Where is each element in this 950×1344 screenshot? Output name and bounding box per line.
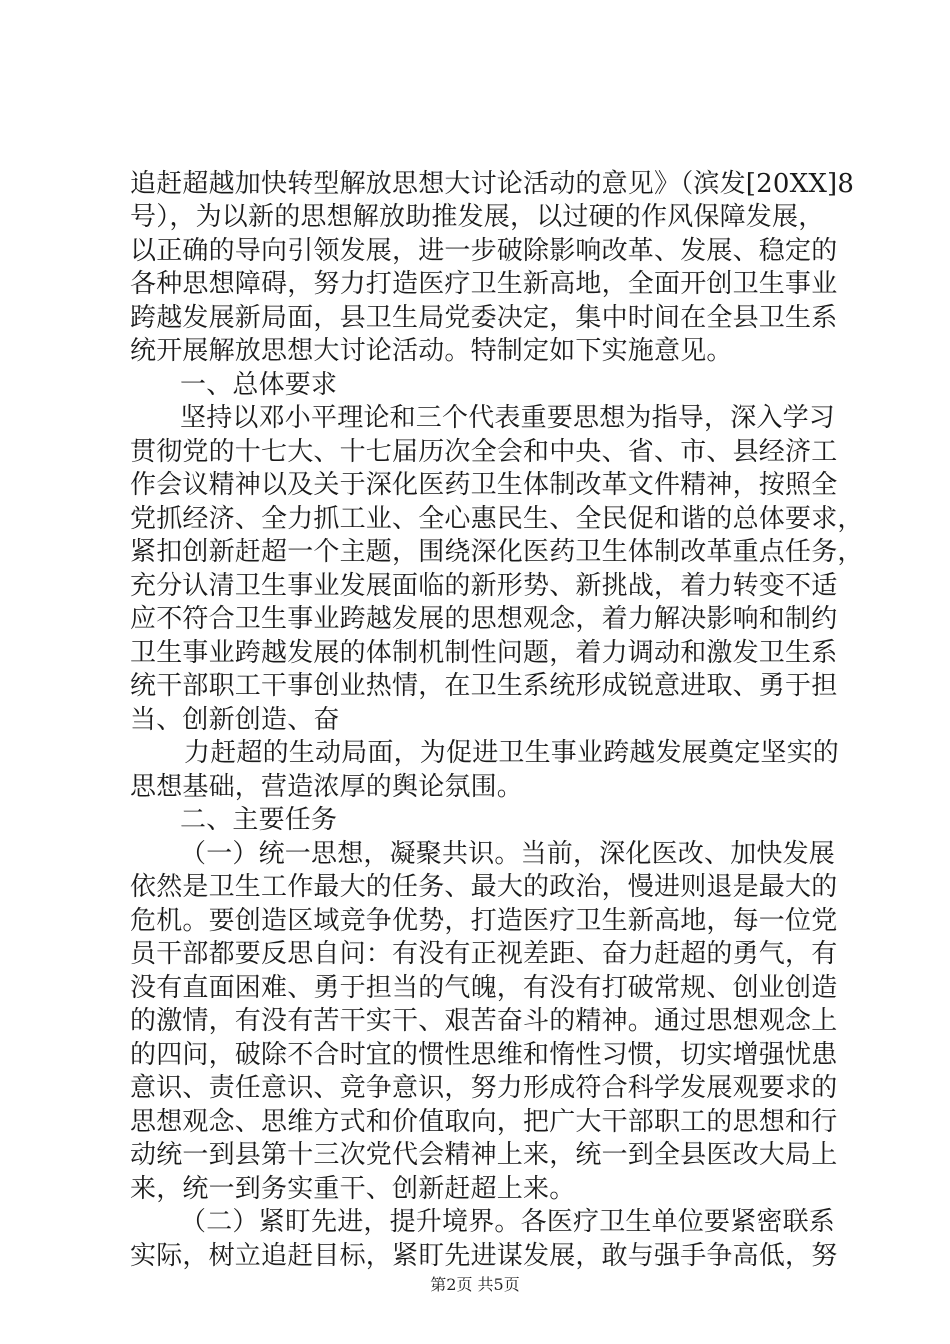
text-line: 统开展解放思想大讨论活动。特制定如下实施意见。 bbox=[130, 336, 733, 366]
text-line: 动统一到县第十三次党代会精神上来，统一到全县医改大局上 bbox=[130, 1140, 838, 1170]
text-line: 没有直面困难、勇于担当的气魄，有没有打破常规、创业创造 bbox=[130, 973, 838, 1003]
text-line: 跨越发展新局面，县卫生局党委决定，集中时间在全县卫生系 bbox=[130, 303, 838, 333]
section-heading: 一、总体要求 bbox=[180, 370, 338, 400]
text-line: 追赶超越加快转型解放思想大讨论活动的意见》（滨发[20XX]8 bbox=[130, 169, 855, 199]
text-line: 以正确的导向引领发展，进一步破除影响改革、发展、稳定的 bbox=[130, 236, 838, 266]
text-line: 当、创新创造、奋 bbox=[130, 705, 340, 735]
text-line: 统干部职工干事创业热情，在卫生系统形成锐意进取、勇于担 bbox=[130, 671, 838, 701]
text-line: 作会议精神以及关于深化医药卫生体制改革文件精神，按照全 bbox=[130, 470, 838, 500]
text-line: （一）统一思想，凝聚共识。当前，深化医改、加快发展 bbox=[180, 839, 836, 869]
text-line: 贯彻党的十七大、十七届历次全会和中央、省、市、县经济工 bbox=[130, 437, 838, 467]
text-line: 充分认清卫生事业发展面临的新形势、新挑战，着力转变不适 bbox=[130, 571, 838, 601]
text-line: 力赶超的生动局面，为促进卫生事业跨越发展奠定坚实的 bbox=[184, 738, 840, 768]
text-line: 应不符合卫生事业跨越发展的思想观念，着力解决影响和制约 bbox=[130, 604, 838, 634]
section-heading: 二、主要任务 bbox=[180, 805, 338, 835]
text-line: 思想观念、思维方式和价值取向，把广大干部职工的思想和行 bbox=[130, 1107, 838, 1137]
text-line: 坚持以邓小平理论和三个代表重要思想为指导，深入学习 bbox=[180, 403, 836, 433]
text-line: 党抓经济、全力抓工业、全心惠民生、全民促和谐的总体要求， bbox=[130, 504, 864, 534]
text-line: 员干部都要反思自问：有没有正视差距、奋力赶超的勇气，有 bbox=[130, 939, 838, 969]
text-line: 依然是卫生工作最大的任务、最大的政治，慢进则退是最大的 bbox=[130, 872, 838, 902]
text-line: 意识、责任意识、竞争意识，努力形成符合科学发展观要求的 bbox=[130, 1073, 838, 1103]
text-line: 来，统一到务实重干、创新赶超上来。 bbox=[130, 1174, 576, 1204]
text-line: 的激情，有没有苦干实干、艰苦奋斗的精神。通过思想观念上 bbox=[130, 1006, 838, 1036]
page-number: 第2页 共5页 bbox=[430, 1275, 520, 1294]
text-line: 各种思想障碍，努力打造医疗卫生新高地，全面开创卫生事业 bbox=[130, 269, 838, 299]
text-line: 实际，树立追赶目标，紧盯先进谋发展，敢与强手争高低，努 bbox=[130, 1241, 838, 1271]
text-line: 号），为以新的思想解放助推发展，以过硬的作风保障发展， bbox=[130, 202, 825, 232]
text-line: 紧扣创新赶超一个主题，围绕深化医药卫生体制改革重点任务， bbox=[130, 537, 864, 567]
text-line: 思想基础，营造浓厚的舆论氛围。 bbox=[130, 772, 524, 802]
text-line: （二）紧盯先进，提升境界。各医疗卫生单位要紧密联系 bbox=[180, 1207, 836, 1237]
text-line: 的四问，破除不合时宜的惯性思维和惰性习惯，切实增强忧患 bbox=[130, 1040, 838, 1070]
text-line: 卫生事业跨越发展的体制机制性问题，着力调动和激发卫生系 bbox=[130, 638, 838, 668]
text-line: 危机。要创造区域竞争优势，打造医疗卫生新高地，每一位党 bbox=[130, 906, 838, 936]
